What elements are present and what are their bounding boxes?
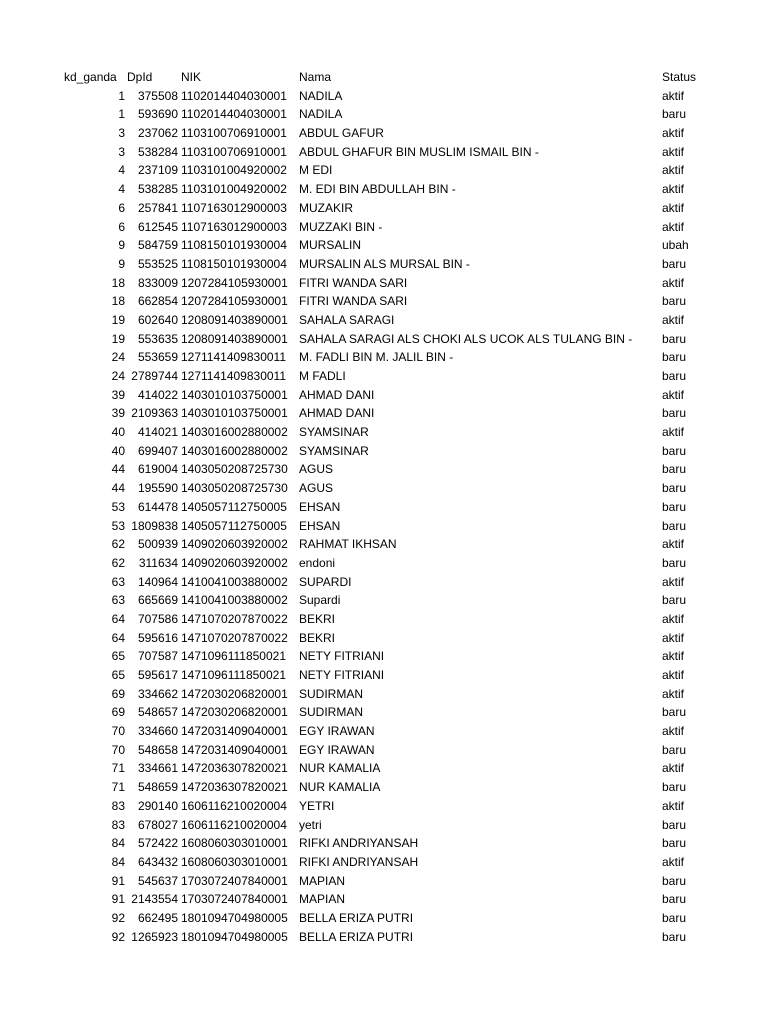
cell-status: aktif: [662, 200, 685, 215]
cell-nik: 1103101004920002: [181, 182, 287, 197]
header-status: Status: [662, 70, 697, 84]
cell-nama: SAHALA SARAGI ALS CHOKI ALS UCOK ALS TULANG BIN -: [299, 331, 633, 346]
cell-kd-ganda: 4: [118, 182, 125, 197]
cell-kd-ganda: 84: [111, 854, 125, 869]
cell-kd-ganda: 64: [111, 611, 125, 626]
table-row: [0, 442, 768, 461]
cell-dpid: 500939: [137, 537, 178, 552]
cell-dpid: 593690: [137, 107, 178, 122]
cell-kd-ganda: 69: [111, 705, 125, 720]
cell-status: baru: [662, 481, 687, 496]
cell-nama: NETY FITRIANI: [299, 649, 385, 664]
cell-nama: ABDUL GHAFUR BIN MUSLIM ISMAIL BIN -: [299, 144, 539, 159]
table-row: [0, 517, 768, 536]
cell-dpid: 572422: [137, 836, 178, 851]
cell-kd-ganda: 71: [111, 761, 125, 776]
cell-nama: BEKRI: [299, 630, 336, 645]
cell-dpid: 334660: [137, 724, 178, 739]
cell-status: baru: [662, 462, 687, 477]
cell-dpid: 707586: [137, 611, 178, 626]
cell-dpid: 538285: [137, 182, 178, 197]
cell-nama: SYAMSINAR: [299, 443, 369, 458]
header-kd-ganda: kd_ganda: [64, 70, 117, 84]
cell-dpid: 665669: [137, 593, 178, 608]
cell-status: baru: [662, 369, 687, 383]
cell-status: baru: [662, 929, 687, 944]
cell-kd-ganda: 1: [118, 107, 125, 122]
cell-dpid: 1809838: [131, 518, 178, 533]
cell-nik: 1472030206820001: [181, 705, 288, 720]
cell-dpid: 2143554: [131, 892, 178, 907]
cell-nik: 1472036307820021: [181, 780, 288, 795]
cell-dpid: 619004: [137, 462, 178, 477]
cell-dpid: 195590: [137, 481, 178, 496]
cell-kd-ganda: 39: [111, 406, 125, 421]
cell-nama: Supardi: [299, 593, 341, 608]
table-row: [0, 554, 768, 573]
cell-nama: M. EDI BIN ABDULLAH BIN -: [299, 182, 456, 197]
cell-nama: EHSAN: [299, 499, 341, 514]
cell-status: aktif: [662, 686, 685, 701]
table-row: [0, 292, 768, 311]
cell-dpid: 1265923: [131, 929, 178, 944]
table-row: [0, 386, 768, 405]
cell-status: baru: [662, 107, 687, 122]
cell-kd-ganda: 92: [111, 910, 125, 925]
cell-kd-ganda: 9: [118, 256, 125, 271]
table-row: [0, 834, 768, 853]
cell-kd-ganda: 65: [111, 668, 125, 682]
cell-nik: 1608060303010001: [181, 854, 288, 869]
cell-nama: EGY IRAWAN: [299, 724, 375, 739]
table-row: [0, 778, 768, 797]
cell-nik: 1103100706910001: [181, 144, 287, 159]
cell-dpid: 2789744: [131, 369, 178, 383]
cell-nik: 1405057112750005: [181, 499, 287, 514]
cell-status: aktif: [662, 312, 685, 327]
cell-kd-ganda: 44: [111, 462, 125, 477]
cell-status: aktif: [662, 163, 685, 178]
cell-dpid: 290140: [137, 798, 178, 813]
cell-kd-ganda: 3: [118, 126, 125, 141]
cell-nik: 1403050208725730: [181, 462, 288, 477]
table-row: [0, 535, 768, 554]
cell-nik: 1410041003880002: [181, 574, 288, 589]
cell-kd-ganda: 3: [118, 144, 125, 159]
cell-status: aktif: [662, 611, 685, 626]
cell-nama: M FADLI: [299, 369, 346, 383]
cell-nama: BELLA ERIZA PUTRI: [299, 910, 414, 925]
cell-status: baru: [662, 593, 687, 608]
cell-kd-ganda: 18: [111, 294, 125, 309]
cell-kd-ganda: 69: [111, 686, 125, 701]
cell-nik: 1405057112750005: [181, 518, 287, 533]
table-row: [0, 610, 768, 629]
cell-dpid: 614478: [137, 499, 178, 514]
cell-nama: SUPARDI: [299, 574, 352, 589]
cell-kd-ganda: 9: [118, 238, 125, 253]
cell-nik: 1472031409040001: [181, 742, 288, 757]
cell-nik: 1472031409040001: [181, 724, 288, 739]
cell-status: aktif: [662, 425, 685, 440]
cell-status: aktif: [662, 854, 685, 869]
cell-nik: 1606116210020004: [181, 817, 287, 832]
cell-nama: BELLA ERIZA PUTRI: [299, 929, 414, 944]
cell-dpid: 2109363: [131, 406, 178, 421]
cell-nama: NADILA: [299, 107, 343, 122]
cell-dpid: 678027: [137, 817, 178, 832]
cell-nik: 1207284105930001: [181, 294, 288, 309]
cell-status: ubah: [662, 238, 689, 253]
cell-kd-ganda: 92: [111, 929, 125, 944]
cell-nama: ABDUL GAFUR: [299, 126, 384, 141]
cell-kd-ganda: 70: [111, 724, 125, 739]
header-nik: NIK: [181, 70, 202, 84]
cell-nik: 1801094704980005: [181, 929, 288, 944]
cell-dpid: 334662: [137, 686, 178, 701]
cell-status: aktif: [662, 144, 685, 159]
cell-kd-ganda: 19: [111, 331, 125, 346]
cell-kd-ganda: 62: [111, 555, 125, 570]
table-row: [0, 647, 768, 666]
cell-dpid: 334661: [137, 761, 178, 776]
cell-dpid: 612545: [137, 219, 178, 234]
cell-nik: 1471070207870022: [181, 611, 288, 626]
cell-nama: M EDI: [299, 163, 333, 178]
table-row: [0, 367, 768, 386]
cell-dpid: 602640: [137, 312, 178, 327]
cell-status: baru: [662, 256, 687, 271]
cell-nama: SAHALA SARAGI: [299, 312, 395, 327]
table-row: [0, 797, 768, 816]
cell-nik: 1103101004920002: [181, 163, 287, 178]
cell-nama: EHSAN: [299, 518, 341, 533]
header-nama: Nama: [299, 70, 332, 84]
cell-nama: M. FADLI BIN M. JALIL BIN -: [299, 350, 454, 365]
cell-nik: 1403050208725730: [181, 481, 288, 496]
cell-status: baru: [662, 817, 687, 832]
cell-kd-ganda: 84: [111, 836, 125, 851]
cell-nama: endoni: [299, 555, 336, 570]
cell-dpid: 140964: [137, 574, 178, 589]
cell-dpid: 584759: [137, 238, 178, 253]
cell-nik: 1472036307820021: [181, 761, 288, 776]
cell-status: aktif: [662, 126, 685, 141]
table-row: [0, 218, 768, 237]
cell-kd-ganda: 1: [118, 88, 125, 103]
cell-nik: 1107163012900003: [181, 200, 287, 215]
cell-status: baru: [662, 555, 687, 570]
cell-dpid: 553525: [137, 256, 178, 271]
cell-dpid: 553635: [137, 331, 178, 346]
cell-nik: 1471070207870022: [181, 630, 288, 645]
cell-nama: AGUS: [299, 481, 334, 496]
table-row: [0, 890, 768, 909]
cell-dpid: 375508: [137, 88, 178, 103]
table-row: [0, 759, 768, 778]
cell-kd-ganda: 70: [111, 742, 125, 757]
table-row: [0, 872, 768, 891]
table-row: [0, 236, 768, 255]
cell-kd-ganda: 24: [111, 350, 125, 365]
cell-nik: 1703072407840001: [181, 873, 288, 888]
cell-kd-ganda: 39: [111, 387, 125, 402]
table-row: [0, 311, 768, 330]
cell-dpid: 699407: [137, 443, 178, 458]
cell-status: aktif: [662, 537, 685, 552]
cell-kd-ganda: 40: [111, 443, 125, 458]
table-row: [0, 685, 768, 704]
cell-dpid: 707587: [137, 649, 178, 664]
cell-dpid: 545637: [137, 873, 178, 888]
cell-nik: 1606116210020004: [181, 798, 287, 813]
cell-status: baru: [662, 780, 687, 795]
table-row: [0, 498, 768, 517]
cell-status: baru: [662, 705, 687, 720]
cell-nama: MURSALIN: [299, 238, 362, 253]
cell-dpid: 414022: [137, 387, 178, 402]
cell-nik: 1801094704980005: [181, 910, 288, 925]
cell-status: baru: [662, 742, 687, 757]
cell-status: aktif: [662, 649, 685, 664]
cell-nik: 1409020603920002: [181, 537, 288, 552]
cell-nama: NADILA: [299, 88, 343, 103]
cell-kd-ganda: 91: [111, 892, 125, 907]
cell-nama: yetri: [299, 817, 322, 832]
cell-nama: NUR KAMALIA: [299, 761, 381, 776]
cell-dpid: 548659: [137, 780, 178, 795]
table-row: [0, 909, 768, 928]
cell-status: aktif: [662, 88, 685, 103]
cell-nama: MUZAKIR: [299, 200, 353, 215]
cell-nik: 1472030206820001: [181, 686, 288, 701]
table-row: [0, 853, 768, 872]
cell-nik: 1703072407840001: [181, 892, 288, 907]
cell-status: aktif: [662, 724, 685, 739]
cell-kd-ganda: 63: [111, 593, 125, 608]
table-body: [0, 87, 768, 947]
cell-kd-ganda: 64: [111, 630, 125, 645]
table-row: [0, 255, 768, 274]
cell-status: baru: [662, 873, 687, 888]
cell-status: aktif: [662, 761, 685, 776]
cell-dpid: 595616: [137, 630, 178, 645]
table-row: [0, 666, 768, 685]
table-row: [0, 143, 768, 162]
cell-status: baru: [662, 518, 687, 533]
cell-kd-ganda: 63: [111, 574, 125, 589]
cell-status: baru: [662, 892, 687, 907]
table-row: [0, 105, 768, 124]
cell-nik: 1107163012900003: [181, 219, 287, 234]
cell-dpid: 257841: [137, 200, 178, 215]
cell-kd-ganda: 18: [111, 275, 125, 290]
cell-dpid: 595617: [137, 668, 178, 682]
cell-nama: BEKRI: [299, 611, 336, 626]
cell-nik: 1471096111850021: [181, 668, 286, 682]
cell-kd-ganda: 24: [111, 369, 125, 383]
cell-kd-ganda: 6: [118, 219, 125, 234]
table-row: [0, 423, 768, 442]
cell-nama: AHMAD DANI: [299, 406, 375, 421]
table-row: [0, 330, 768, 349]
cell-nama: MUZZAKI BIN -: [299, 219, 383, 234]
cell-nik: 1208091403890001: [181, 312, 288, 327]
cell-nama: NUR KAMALIA: [299, 780, 381, 795]
cell-nama: MAPIAN: [299, 873, 346, 888]
cell-nik: 1409020603920002: [181, 555, 288, 570]
table-row: [0, 722, 768, 741]
cell-status: aktif: [662, 668, 685, 682]
table-row: [0, 161, 768, 180]
cell-kd-ganda: 83: [111, 798, 125, 813]
cell-status: aktif: [662, 275, 685, 290]
cell-kd-ganda: 65: [111, 649, 125, 664]
cell-dpid: 643432: [137, 854, 178, 869]
cell-nik: 1102014404030001: [181, 88, 287, 103]
cell-status: aktif: [662, 219, 685, 234]
cell-nik: 1102014404030001: [181, 107, 287, 122]
cell-nik: 1208091403890001: [181, 331, 288, 346]
cell-nik: 1403016002880002: [181, 443, 288, 458]
cell-dpid: 548657: [137, 705, 178, 720]
cell-nik: 1403010103750001: [181, 406, 288, 421]
table-row: [0, 404, 768, 423]
table-row: [0, 199, 768, 218]
cell-status: baru: [662, 443, 687, 458]
cell-nik: 1108150101930004: [181, 256, 287, 271]
table-row: [0, 816, 768, 835]
cell-kd-ganda: 83: [111, 817, 125, 832]
cell-status: baru: [662, 836, 687, 851]
cell-nama: YETRI: [299, 798, 335, 813]
table-row: [0, 124, 768, 143]
table-row: [0, 180, 768, 199]
cell-status: aktif: [662, 630, 685, 645]
cell-dpid: 538284: [137, 144, 178, 159]
cell-nama: SUDIRMAN: [299, 686, 364, 701]
cell-kd-ganda: 4: [118, 163, 125, 178]
cell-nama: MAPIAN: [299, 892, 346, 907]
cell-dpid: 414021: [137, 425, 178, 440]
cell-status: baru: [662, 350, 687, 365]
cell-dpid: 662495: [137, 910, 178, 925]
cell-nama: NETY FITRIANI: [299, 668, 385, 682]
cell-nama: RIFKI ANDRIYANSAH: [299, 854, 419, 869]
table-header-row: [0, 68, 768, 87]
cell-nama: FITRI WANDA SARI: [299, 275, 408, 290]
cell-kd-ganda: 53: [111, 499, 125, 514]
table-row: [0, 348, 768, 367]
cell-nik: 1108150101930004: [181, 238, 287, 253]
header-dpid: DpId: [127, 70, 153, 84]
cell-nama: RIFKI ANDRIYANSAH: [299, 836, 419, 851]
cell-kd-ganda: 19: [111, 312, 125, 327]
cell-kd-ganda: 71: [111, 780, 125, 795]
cell-status: aktif: [662, 387, 685, 402]
cell-kd-ganda: 91: [111, 873, 125, 888]
cell-nik: 1410041003880002: [181, 593, 288, 608]
cell-dpid: 833009: [137, 275, 178, 290]
cell-nik: 1403010103750001: [181, 387, 288, 402]
cell-status: aktif: [662, 574, 685, 589]
table-row: [0, 87, 768, 106]
cell-nama: SUDIRMAN: [299, 705, 364, 720]
cell-nik: 1207284105930001: [181, 275, 288, 290]
cell-kd-ganda: 44: [111, 481, 125, 496]
table-row: [0, 591, 768, 610]
table-row: [0, 479, 768, 498]
cell-nik: 1608060303010001: [181, 836, 288, 851]
cell-status: baru: [662, 499, 687, 514]
cell-nama: SYAMSINAR: [299, 425, 369, 440]
table-row: [0, 460, 768, 479]
cell-nama: EGY IRAWAN: [299, 742, 375, 757]
cell-status: baru: [662, 406, 687, 421]
cell-nik: 1271141409830011: [181, 350, 286, 365]
cell-dpid: 553659: [137, 350, 178, 365]
cell-status: aktif: [662, 182, 685, 197]
data-table: [0, 68, 768, 946]
table-row: [0, 928, 768, 947]
cell-nama: MURSALIN ALS MURSAL BIN -: [299, 256, 470, 271]
cell-nama: AGUS: [299, 462, 334, 477]
cell-nama: FITRI WANDA SARI: [299, 294, 408, 309]
cell-kd-ganda: 53: [111, 518, 125, 533]
cell-kd-ganda: 62: [111, 537, 125, 552]
table-row: [0, 629, 768, 648]
cell-nama: AHMAD DANI: [299, 387, 375, 402]
table-row: [0, 573, 768, 592]
table-row: [0, 741, 768, 760]
cell-nama: RAHMAT IKHSAN: [299, 537, 397, 552]
cell-dpid: 237062: [137, 126, 178, 141]
cell-nik: 1103100706910001: [181, 126, 287, 141]
cell-kd-ganda: 40: [111, 425, 125, 440]
table-row: [0, 274, 768, 293]
cell-nik: 1271141409830011: [181, 369, 286, 383]
cell-dpid: 311634: [138, 555, 178, 570]
cell-nik: 1403016002880002: [181, 425, 288, 440]
cell-status: aktif: [662, 798, 685, 813]
cell-status: baru: [662, 331, 687, 346]
cell-kd-ganda: 6: [118, 200, 125, 215]
cell-dpid: 548658: [137, 742, 178, 757]
cell-dpid: 237109: [137, 163, 178, 178]
cell-nik: 1471096111850021: [181, 649, 286, 664]
cell-dpid: 662854: [137, 294, 178, 309]
cell-status: baru: [662, 294, 687, 309]
table-row: [0, 703, 768, 722]
cell-status: baru: [662, 910, 687, 925]
